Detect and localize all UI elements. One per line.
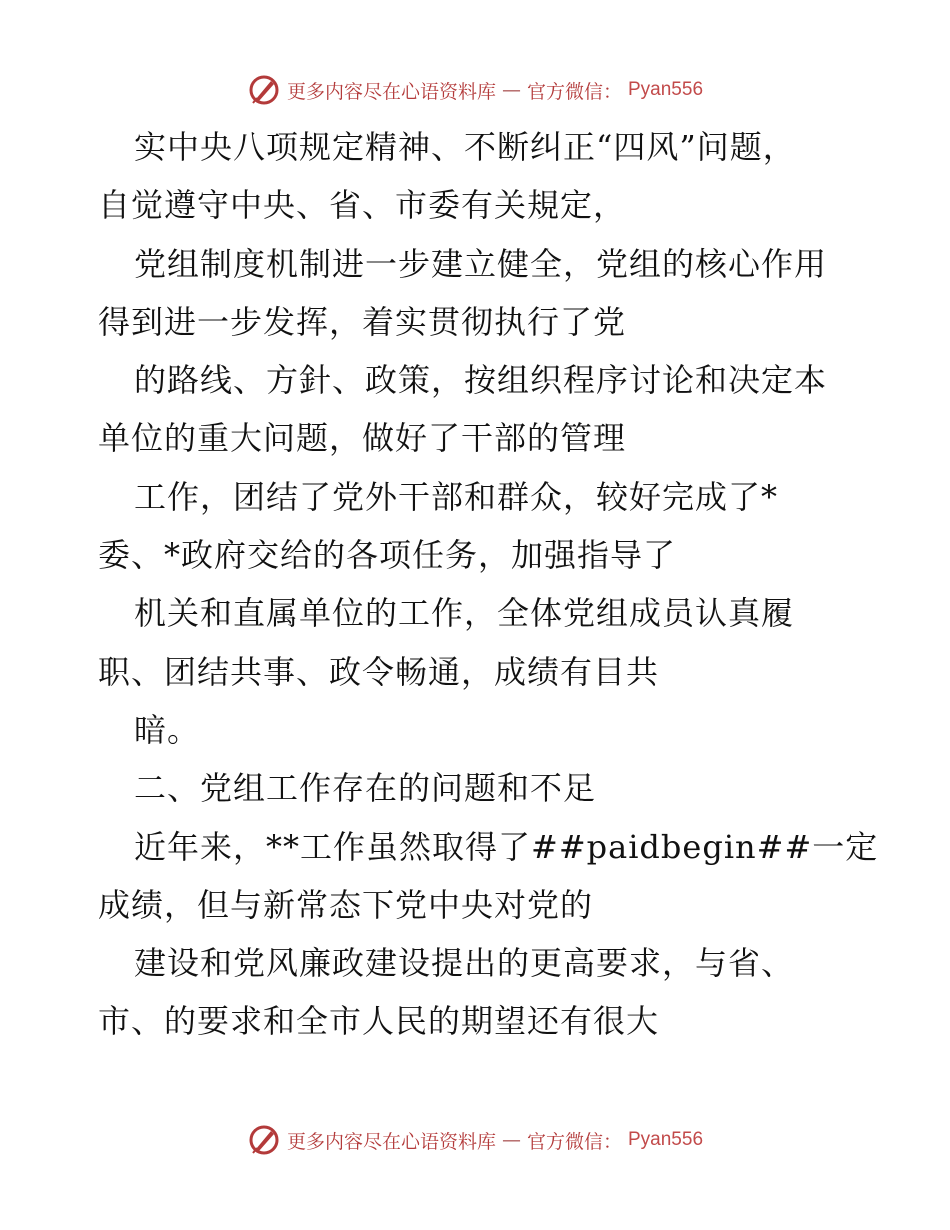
footer-watermark <box>0 1120 950 1160</box>
watermark-separator: — <box>501 1129 521 1151</box>
text-line: 暗。 <box>134 710 201 749</box>
watermark-text: 更多内容尽在心语资料库 <box>286 1130 496 1153</box>
text-line: 近年来，**工作虽然取得了##paidbegin##一定 <box>134 827 879 866</box>
document-body <box>98 118 879 1051</box>
text-line: 委、*政府交给的各项任务，加强指导了 <box>98 536 677 575</box>
text-line: 机关和直属单位的工作，全体党组成员认真履 <box>134 594 795 633</box>
text-line: 工作，团结了党外干部和群众，较好完成了* <box>134 477 779 516</box>
text-line: 成绩，但与新常态下党中央对党的 <box>98 885 594 924</box>
watermark-contact-label: 官方微信： <box>526 1130 622 1153</box>
watermark-separator: — <box>501 79 521 101</box>
text-line: 党组制度机制进一步建立健全，党组的核心作用 <box>134 244 828 283</box>
text-line: 市、的要求和全市人民的期望还有很大 <box>98 1002 660 1041</box>
text-line: 实中央八项规定精神、不断纠正“四风”问题， <box>134 128 796 166</box>
quill-pen-logo-icon <box>247 1123 281 1157</box>
text-line: 自觉遵守中央、省、市委有关規定， <box>98 186 627 225</box>
watermark-text: 更多内容尽在心语资料库 <box>286 80 496 103</box>
watermark-handle: Pyan556 <box>628 1129 704 1150</box>
watermark-contact-label: 官方微信： <box>526 80 622 103</box>
header-watermark <box>0 70 950 110</box>
text-line: 得到进一步发挥，着实贯彻执行了党 <box>98 302 627 341</box>
text-line: 建设和党风廉政建设提出的更高要求，与省、 <box>134 944 795 983</box>
text-line: 职、团结共事、政令畅通，成绩有目共 <box>98 652 660 691</box>
section-heading: 二、党组工作存在的问题和不足 <box>134 769 597 808</box>
quill-pen-logo-icon <box>247 73 281 107</box>
watermark-handle: Pyan556 <box>628 79 704 100</box>
text-line: 单位的重大问题，做好了干部的管理 <box>98 419 627 458</box>
text-line: 的路线、方針、政策，按组织程序讨论和决定本 <box>134 361 828 400</box>
